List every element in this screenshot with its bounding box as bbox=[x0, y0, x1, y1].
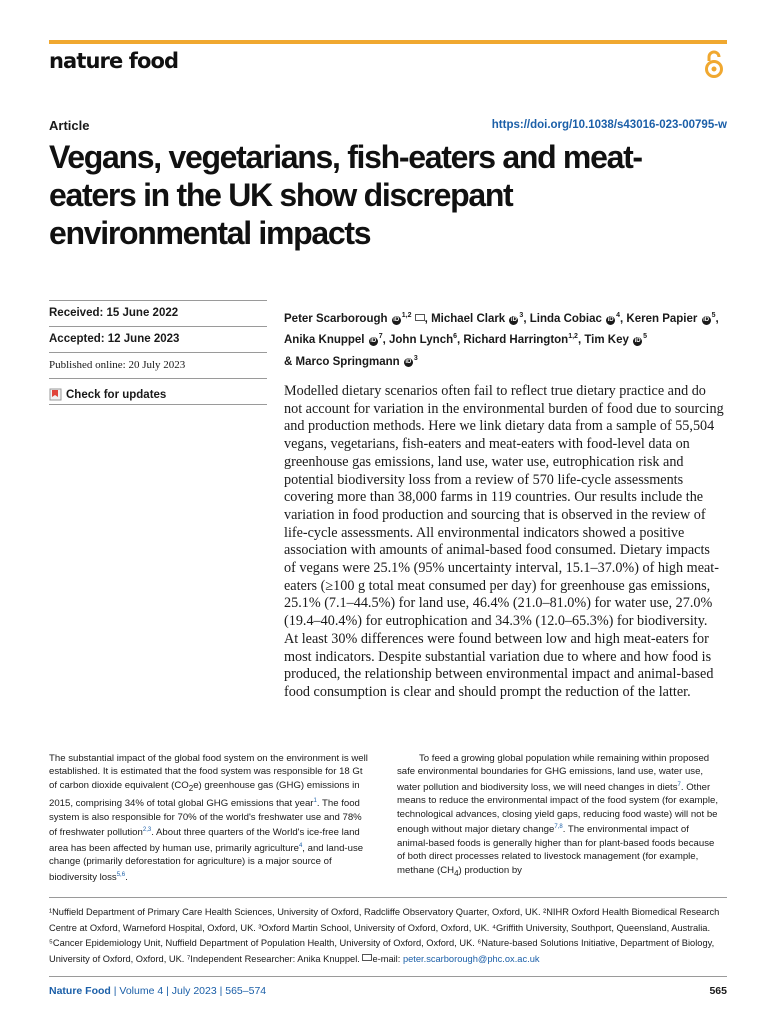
check-updates-icon bbox=[49, 388, 62, 401]
check-updates-button[interactable] bbox=[49, 378, 267, 404]
affiliation-ref: 5 bbox=[643, 333, 647, 341]
author-name[interactable]: Marco Springmann bbox=[295, 355, 400, 368]
corresponding-email-link[interactable]: peter.scarborough@phc.ox.ac.uk bbox=[402, 954, 540, 965]
doi-link[interactable]: https://doi.org/10.1038/s43016-023-00795-w bbox=[491, 119, 727, 131]
header-rule bbox=[49, 40, 727, 44]
affiliations-text: ¹Nuffield Department of Primary Care Health Sciences, University of Oxford, Radcliffe Observatory Quarter, Oxford, UK. ²NIHR Oxford Health Biomedical Research Centre at Oxford, Warneford Hospital, Oxford, UK. ³Oxford Martin School, University of Oxford, Oxford, UK. ⁴Griffith University, Southport, Queensland, Australia. ⁵Cancer Epidemiology Unit, Nuffield Department of Population Health, University of Oxford, Oxford, UK. ⁶Nature-based Solutions Initiative, Department of Biology, University of Oxford, Oxford, UK. ⁷Independent Researcher: Anika Knuppel. bbox=[49, 907, 720, 965]
body-text: . The food system is also responsible for 70% of the world's freshwater use and 78% of freshwater pollution bbox=[49, 798, 362, 839]
body-column-right bbox=[397, 752, 720, 880]
body-text: . About three quarters of the World's ice-free land area has been affected by human use, primarily agriculture bbox=[49, 827, 360, 854]
footnote-divider bbox=[49, 897, 727, 898]
abstract bbox=[284, 383, 724, 702]
author-name[interactable]: Tim Key bbox=[584, 334, 629, 347]
body-text: . The environmental impact of animal-based foods is generally higher than for plant-based foods because of both direct processes related to livestock management (for example, methane (CH bbox=[397, 824, 715, 876]
abstract-text: Modelled dietary scenarios often fail to reflect true dietary practice and do not account for variation in the environmental burden of food due to sourcing and production methods. Here we link dietary data from a sample of 55,504 vegans, vegetarians, fish-eaters and meat-eaters with food-level data on greenhouse gas emissions, land use, water use, eutrophication risk and potential biodiversity loss from a review of 570 life-cycle assessments covering more than 38,000 farms in 119 countries. Our results include the variation in food production and sourcing that is observed in the review of life-cycle assessments. All environmental indicators showed a positive association with amounts of animal-based food consumed. Dietary impacts of vegans were 25.1% (95% uncertainty interval, 15.1–37.0%) of high meat-eaters (≥100 g total meat consumed per day) for greenhouse gas emissions, 25.1% (7.1–44.5%) for land use, 46.4% (21.0–81.0%) for water use, 27.0% (19.4–40.4%) for eutrophication and 34.3% (12.0–65.3%) for biodiversity. At least 30% differences were found between low and high meat-eaters for most indicators. Despite substantial variation due to where and how food is produced, the relationship between environmental impact and animal-based food consumption is clear and should prompt the reduction of the latter. bbox=[284, 383, 724, 700]
email-label: e-mail: bbox=[372, 954, 401, 965]
citation-ref[interactable]: 4 bbox=[298, 842, 303, 849]
body-text: . Other means to reduce the environmental impact of the food system (for example, technological advances, closing yield gaps, reducing food waste) will not be enough without major dietary change bbox=[397, 782, 719, 836]
citation-ref[interactable]: 7,8 bbox=[554, 824, 563, 831]
meta-divider bbox=[49, 404, 267, 405]
body-text: e) greenhouse gas (GHG) emissions in 2015, comprising 34% of total global GHG emissions that year bbox=[49, 779, 360, 810]
check-updates-label: Check for updates bbox=[66, 388, 167, 401]
orcid-icon[interactable]: iD bbox=[703, 316, 710, 323]
subscript: 2 bbox=[188, 783, 194, 793]
author-name[interactable]: Anika Knuppel bbox=[284, 334, 365, 347]
subscript: 4 bbox=[454, 868, 459, 878]
email-icon[interactable] bbox=[415, 314, 425, 321]
footer-divider bbox=[49, 976, 727, 977]
body-text: ) production by bbox=[458, 864, 522, 876]
orcid-icon[interactable]: iD bbox=[405, 359, 412, 366]
open-access-icon[interactable] bbox=[702, 50, 726, 80]
author-name[interactable]: John Lynch bbox=[389, 334, 454, 347]
author-name[interactable]: Michael Clark bbox=[431, 312, 506, 325]
article-title: Vegans, vegetarians, fish-eaters and meat-eaters in the UK show discrepant environmental impacts bbox=[49, 139, 642, 251]
author-list: Peter Scarborough iD$^{1,2}$ , Michael Clark iD$^3$, Linda Cobiac iD$^4$, Keren Papier iD$^5$, Anika Knuppel iD$^7$, John Lynch$^6$, Richard Harrington$^{1,2}$, Tim Key iD$^5$ & Marco Springmann iD$^3$ bbox=[284, 312, 719, 368]
citation-ref[interactable]: 1 bbox=[313, 798, 317, 805]
orcid-icon[interactable]: iD bbox=[634, 338, 641, 345]
author-name[interactable]: Peter Scarborough bbox=[284, 312, 388, 325]
affiliation-ref: 3 bbox=[413, 354, 418, 362]
orcid-icon[interactable]: iD bbox=[607, 316, 614, 323]
author-name[interactable]: Richard Harrington bbox=[463, 334, 569, 347]
citation-ref[interactable]: 2,3 bbox=[142, 827, 152, 834]
affiliation-ref: 3 bbox=[519, 312, 524, 319]
accepted-date: Accepted: 12 June 2023 bbox=[49, 326, 267, 352]
orcid-icon[interactable]: iD bbox=[393, 316, 400, 323]
footer-citation bbox=[49, 985, 266, 997]
body-column-left bbox=[49, 752, 372, 884]
footer-journal-name: Nature Food bbox=[49, 985, 111, 997]
affiliation-ref: 5 bbox=[711, 312, 716, 319]
footer-issue: | Volume 4 | July 2023 | 565–574 bbox=[110, 985, 267, 997]
journal-name: nature food bbox=[49, 49, 179, 73]
affiliations-footnote bbox=[49, 905, 727, 968]
affiliation-ref: 1,2 bbox=[568, 333, 578, 341]
page-number: 565 bbox=[709, 985, 727, 997]
orcid-icon[interactable]: iD bbox=[370, 338, 377, 345]
body-text: , and land-use change (primarily deforestation for agriculture) is a major source of biodiversity loss bbox=[49, 842, 364, 883]
body-text: The substantial impact of the global food system on the environment is well established. It is estimated that the food system was responsible for 18 Gt of carbon dioxide equivalent (CO bbox=[49, 753, 368, 791]
citation-ref[interactable]: 5,6 bbox=[116, 871, 126, 878]
affiliation-ref: 6 bbox=[453, 333, 458, 341]
affiliation-ref: 4 bbox=[616, 312, 621, 319]
author-name[interactable]: Keren Papier bbox=[626, 312, 698, 325]
affiliation-ref: 1,2 bbox=[401, 312, 412, 319]
email-icon bbox=[362, 954, 372, 961]
article-meta bbox=[49, 300, 267, 405]
body-text: To feed a growing global population while remaining within proposed safe environmental boundaries for GHG emissions, land use, water use, water pollution and biodiversity loss, we will need changes in diets bbox=[397, 753, 710, 793]
orcid-icon[interactable]: iD bbox=[510, 316, 517, 323]
article-type: Article bbox=[49, 118, 90, 133]
published-date: Published online: 20 July 2023 bbox=[49, 352, 267, 378]
author-name[interactable]: Linda Cobiac bbox=[529, 312, 602, 325]
citation-ref[interactable]: 7 bbox=[677, 781, 681, 788]
affiliation-ref: 7 bbox=[378, 333, 383, 341]
received-date: Received: 15 June 2022 bbox=[49, 300, 267, 326]
body-text: . bbox=[125, 871, 128, 883]
